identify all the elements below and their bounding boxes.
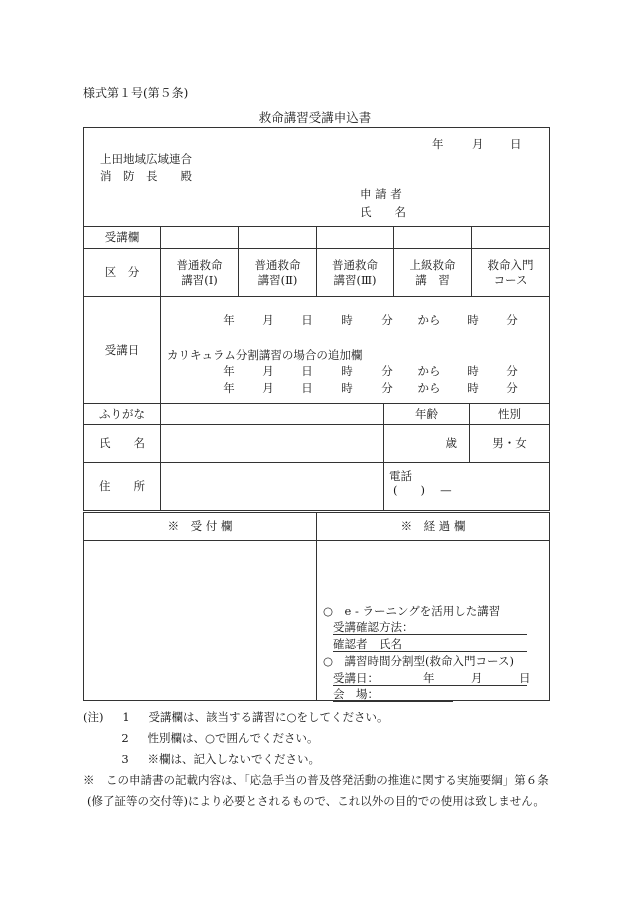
elearning-option: ○ e ‐ ラーニングを活用した講習	[323, 604, 501, 618]
course-advanced: 上級救命 講 習	[394, 249, 472, 297]
course-basic-1: 普通救命 講習(Ⅰ)	[161, 249, 239, 297]
name-field[interactable]	[161, 425, 384, 463]
course-select-cell-2[interactable]	[239, 227, 317, 249]
phone-field[interactable]	[384, 463, 550, 511]
additional-session-label: カリキュラム分割講習の場合の追加欄	[167, 348, 363, 362]
sex-label: 性別	[470, 404, 550, 425]
course-select-cell-3[interactable]	[317, 227, 394, 249]
age-field[interactable]	[384, 425, 470, 463]
course-date-cell[interactable]	[161, 297, 550, 404]
notes	[83, 707, 549, 812]
age-unit: 歳	[445, 436, 457, 451]
furigana-field[interactable]	[161, 404, 384, 425]
name-label: 氏 名	[84, 425, 161, 463]
note-1: (注) 1 受講欄は、該当する講習に○をしてください。	[83, 710, 389, 724]
venue-label: 会 場：	[333, 687, 379, 701]
confirm-method-label: 受講確認方法：	[333, 620, 414, 634]
date-line-main: 年 月 日 時 分 から 時 分	[223, 313, 518, 327]
reception-header: ※ 受 付 欄	[84, 513, 317, 541]
note-2: 2 性別欄は、○で囲んでください。	[121, 731, 319, 745]
disclaimer-line-2: (修了証等の交付等)により必要とされるもので、これ以外の目的での使用は致しません。	[87, 794, 545, 808]
date-line-additional-2: 年 月 日 時 分 から 時 分	[223, 381, 518, 395]
course-select-label: 受講欄	[84, 227, 161, 249]
address-label: 住 所	[84, 463, 161, 511]
date-year-label: 年	[432, 137, 444, 151]
course-date-label: 受講日	[84, 297, 161, 404]
progress-area: ○ e ‐ ラーニングを活用した講習 受講確認方法： 確認者 氏名 ○ 講習時間分割型(救命入門コース) 受講日： 年 月 日 会 場：	[317, 541, 550, 701]
phone-label: 電話	[389, 469, 412, 483]
course-select-cell-4[interactable]	[394, 227, 472, 249]
address-field[interactable]	[161, 463, 384, 511]
course-basic-2: 普通救命 講習(Ⅱ)	[239, 249, 317, 297]
phone-format: ( ) —	[393, 483, 452, 498]
form-title: 救命講習受講申込書	[258, 110, 372, 125]
date-month-label: 月	[472, 137, 484, 151]
applicant-name-label: 氏 名	[360, 205, 406, 219]
course-select-cell-5[interactable]	[472, 227, 550, 249]
date-line-additional-1: 年 月 日 時 分 から 時 分	[223, 364, 518, 378]
addressee-title: 消 防 長 殿	[100, 169, 192, 183]
progress-header: ※ 経 過 欄	[317, 513, 550, 541]
course-category-label: 区 分	[84, 249, 161, 297]
furigana-label: ふりがな	[84, 404, 161, 425]
confirmer-name-label: 確認者 氏名	[333, 637, 402, 651]
course-basic-3: 普通救命 講習(Ⅲ)	[317, 249, 394, 297]
course-intro: 救命入門 コース	[472, 249, 550, 297]
personal-info-table	[83, 403, 550, 511]
sex-field[interactable]: 男・女	[470, 425, 550, 463]
note-3: 3 ※欄は、記入しないでください。	[121, 752, 320, 766]
age-label: 年齢	[384, 404, 470, 425]
form-number-label: 様式第１号(第５条)	[83, 86, 189, 100]
date-day-label: 日	[510, 137, 522, 151]
course-select-cell-1[interactable]	[161, 227, 239, 249]
course-date-label-office: 受講日：	[333, 671, 379, 685]
disclaimer-line-1: ※ この申請書の記載内容は、「応急手当の普及啓発活動の推進に関する実施要綱」第６条	[83, 773, 549, 787]
reception-area	[84, 541, 317, 701]
header-block	[84, 128, 550, 227]
split-course-option: ○ 講習時間分割型(救命入門コース)	[323, 654, 514, 668]
office-use-table	[83, 512, 550, 701]
addressee-organization: 上田地域広域連合	[100, 152, 192, 166]
applicant-label: 申 請 者	[360, 187, 402, 201]
application-form	[83, 127, 550, 404]
